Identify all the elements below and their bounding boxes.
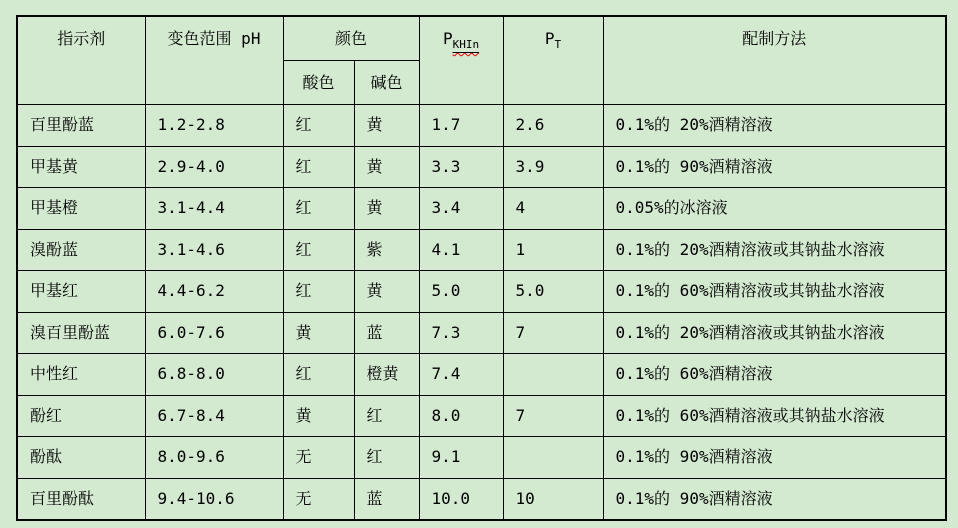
cell-preparation: 0.1%的 20%酒精溶液或其钠盐水溶液 [603,312,946,354]
cell-pkhin: 5.0 [419,271,503,313]
cell-pkhin: 1.7 [419,105,503,147]
cell-indicator: 甲基橙 [17,188,145,230]
cell-acid-color: 红 [283,354,354,396]
cell-preparation: 0.1%的 60%酒精溶液或其钠盐水溶液 [603,271,946,313]
cell-base-color: 黄 [354,146,419,188]
cell-pkhin: 10.0 [419,478,503,520]
cell-ph-range: 9.4-10.6 [145,478,283,520]
cell-ph-range: 6.8-8.0 [145,354,283,396]
cell-base-color: 蓝 [354,478,419,520]
cell-pt: 7 [503,395,603,437]
pkhin-subscript [453,38,480,51]
header-preparation: 配制方法 [603,16,946,105]
cell-pt: 10 [503,478,603,520]
cell-ph-range: 4.4-6.2 [145,271,283,313]
table-row [17,188,946,230]
cell-indicator: 溴百里酚蓝 [17,312,145,354]
table-row [17,229,946,271]
cell-pkhin: 9.1 [419,437,503,479]
table-row [17,312,946,354]
table-row [17,395,946,437]
cell-indicator: 甲基黄 [17,146,145,188]
cell-ph-range: 2.9-4.0 [145,146,283,188]
cell-pt: 4 [503,188,603,230]
header-pkhin [419,16,503,105]
pt-subscript: T [554,38,562,52]
cell-ph-range: 1.2-2.8 [145,105,283,147]
cell-indicator: 溴酚蓝 [17,229,145,271]
cell-acid-color: 黄 [283,395,354,437]
ph-indicator-table [16,15,947,521]
cell-ph-range: 3.1-4.4 [145,188,283,230]
cell-pt: 3.9 [503,146,603,188]
cell-preparation: 0.1%的 20%酒精溶液或其钠盐水溶液 [603,229,946,271]
cell-preparation: 0.1%的 90%酒精溶液 [603,146,946,188]
cell-preparation: 0.1%的 90%酒精溶液 [603,437,946,479]
cell-indicator: 百里酚酞 [17,478,145,520]
cell-base-color: 黄 [354,105,419,147]
cell-acid-color: 无 [283,437,354,479]
header-ph-range: 变色范围 pH [145,16,283,105]
cell-base-color: 红 [354,395,419,437]
pkhin-subscript-text: KHIn [452,38,480,52]
cell-indicator: 酚酞 [17,437,145,479]
cell-base-color: 紫 [354,229,419,271]
cell-base-color: 黄 [354,188,419,230]
cell-indicator: 甲基红 [17,271,145,313]
header-indicator: 指示剂 [17,16,145,105]
cell-pkhin: 7.4 [419,354,503,396]
cell-acid-color: 红 [283,146,354,188]
cell-pt: 5.0 [503,271,603,313]
pkhin-main-text: P [442,29,453,48]
header-acid-color: 酸色 [283,61,354,105]
cell-pkhin: 4.1 [419,229,503,271]
cell-base-color: 橙黄 [354,354,419,396]
cell-pt: 2.6 [503,105,603,147]
cell-pkhin: 3.3 [419,146,503,188]
header-row-1 [17,16,946,61]
table-row [17,146,946,188]
table-row [17,105,946,147]
pkhin-symbol [442,29,480,52]
cell-indicator: 酚红 [17,395,145,437]
cell-acid-color: 红 [283,229,354,271]
cell-pkhin: 3.4 [419,188,503,230]
cell-preparation: 0.1%的 60%酒精溶液 [603,354,946,396]
cell-ph-range: 8.0-9.6 [145,437,283,479]
cell-pt: 7 [503,312,603,354]
cell-pkhin: 8.0 [419,395,503,437]
cell-preparation: 0.05%的冰溶液 [603,188,946,230]
cell-preparation: 0.1%的 20%酒精溶液 [603,105,946,147]
header-pt [503,16,603,105]
cell-acid-color: 红 [283,271,354,313]
header-base-color: 碱色 [354,61,419,105]
cell-ph-range: 3.1-4.6 [145,229,283,271]
cell-base-color: 黄 [354,271,419,313]
cell-acid-color: 红 [283,188,354,230]
cell-acid-color: 红 [283,105,354,147]
table-row [17,354,946,396]
cell-pt: 1 [503,229,603,271]
cell-indicator: 中性红 [17,354,145,396]
cell-base-color: 红 [354,437,419,479]
cell-indicator: 百里酚蓝 [17,105,145,147]
cell-pt [503,354,603,396]
cell-preparation: 0.1%的 60%酒精溶液或其钠盐水溶液 [603,395,946,437]
table-row [17,437,946,479]
cell-acid-color: 黄 [283,312,354,354]
cell-ph-range: 6.0-7.6 [145,312,283,354]
cell-preparation: 0.1%的 90%酒精溶液 [603,478,946,520]
table-row [17,478,946,520]
pt-symbol [544,29,562,52]
cell-pt [503,437,603,479]
table-row [17,271,946,313]
cell-acid-color: 无 [283,478,354,520]
cell-ph-range: 6.7-8.4 [145,395,283,437]
pt-main-text: P [544,29,555,48]
header-color: 颜色 [283,16,419,61]
cell-pkhin: 7.3 [419,312,503,354]
cell-base-color: 蓝 [354,312,419,354]
